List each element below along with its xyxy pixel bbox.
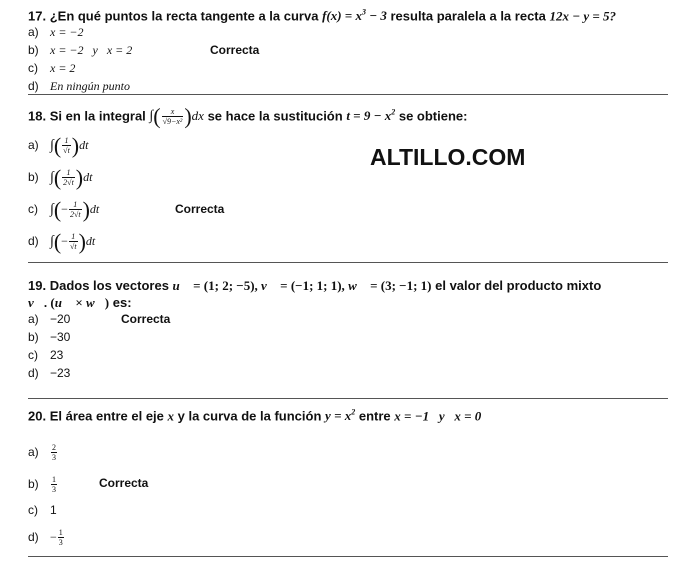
option-c: c) ∫(− $\frac{1}{2√t}$ )dt (28, 196, 100, 222)
question-text: ¿En qué puntos la recta tangente a la curva (49, 8, 319, 24)
option-a: a) x = −2 (28, 25, 84, 39)
question-number: 19. (28, 278, 47, 293)
question-text-tail-2: es: (112, 295, 132, 310)
divider (28, 262, 668, 263)
option-b: b) $\frac{1}{3}$ (28, 475, 56, 495)
option-d: d) −23 (28, 366, 71, 380)
option-a: a) −20 (28, 312, 71, 326)
line-expression: 12x − y = 5? (549, 8, 617, 24)
mixed-product-expression: v⃗. (u⃗ × w⃗) (28, 295, 110, 310)
question-text-tail: y la curva de la función (177, 408, 322, 424)
option-a: a) ∫( $\frac{1}{√t}$ )dt (28, 132, 89, 158)
divider (28, 94, 668, 95)
correct-marker: Correcta (99, 476, 149, 490)
question-number: 18. (28, 108, 47, 124)
correct-marker: Correcta (175, 202, 225, 216)
watermark: ALTILLO.COM (370, 144, 526, 170)
question-17-stem (28, 8, 616, 24)
question-text-tail-2: entre (358, 408, 391, 424)
question-18-stem (28, 100, 468, 129)
substitution-expression: $t = 9 - x^2$ (346, 108, 396, 124)
question-text-tail: se hace la sustitución (207, 108, 343, 124)
option-b: b) x = −2 y x = 2 (28, 43, 133, 57)
question-19-stem (28, 278, 601, 294)
question-number: 20. (28, 408, 47, 424)
question-text: Si en la integral (49, 108, 146, 124)
function-expression: $y = x^2$ (325, 408, 356, 424)
vectors-expression: u⃗ = (1; 2; −5), v⃗ = (−1; 1; 1), w⃗ = (3; −1; 1) (172, 278, 432, 293)
question-20-stem (28, 408, 481, 424)
question-text: Dados los vectores (49, 278, 169, 293)
question-19-stem-cont (28, 295, 132, 311)
option-a: a) $\frac{2}{3}$ (28, 443, 56, 463)
correct-marker: Correcta (121, 312, 171, 326)
divider (28, 556, 668, 557)
question-text-tail: resulta paralela a la recta (390, 8, 546, 24)
option-c: c) x = 2 (28, 61, 76, 75)
option-c: c) 1 (28, 503, 57, 517)
option-d: d) − $\frac{1}{3}$ (28, 528, 63, 548)
divider (28, 398, 668, 399)
question-text-tail: el valor del producto mixto (435, 278, 602, 293)
option-b: b) ∫( $\frac{1}{2√t}$ )dt (28, 164, 93, 190)
option-d: d) ∫(− $\frac{1}{√t}$ )dt (28, 228, 96, 254)
question-text-tail-2: se obtiene: (398, 108, 468, 124)
correct-marker: Correcta (210, 43, 260, 57)
option-b: b) −30 (28, 330, 71, 344)
bounds-expression: x = −1 y x = 0 (394, 408, 482, 424)
option-c: c) 23 (28, 348, 64, 362)
question-text: El área entre el eje (49, 408, 164, 424)
curve-expression: $f(x) = x^3 - 3$ (322, 8, 387, 24)
integral-expression: ∫( $\frac{x}{\text{√9−x²}}$ )dx (149, 103, 204, 129)
axis-variable: x (167, 408, 175, 424)
option-d: d) En ningún punto (28, 79, 130, 93)
question-number: 17. (28, 8, 47, 24)
